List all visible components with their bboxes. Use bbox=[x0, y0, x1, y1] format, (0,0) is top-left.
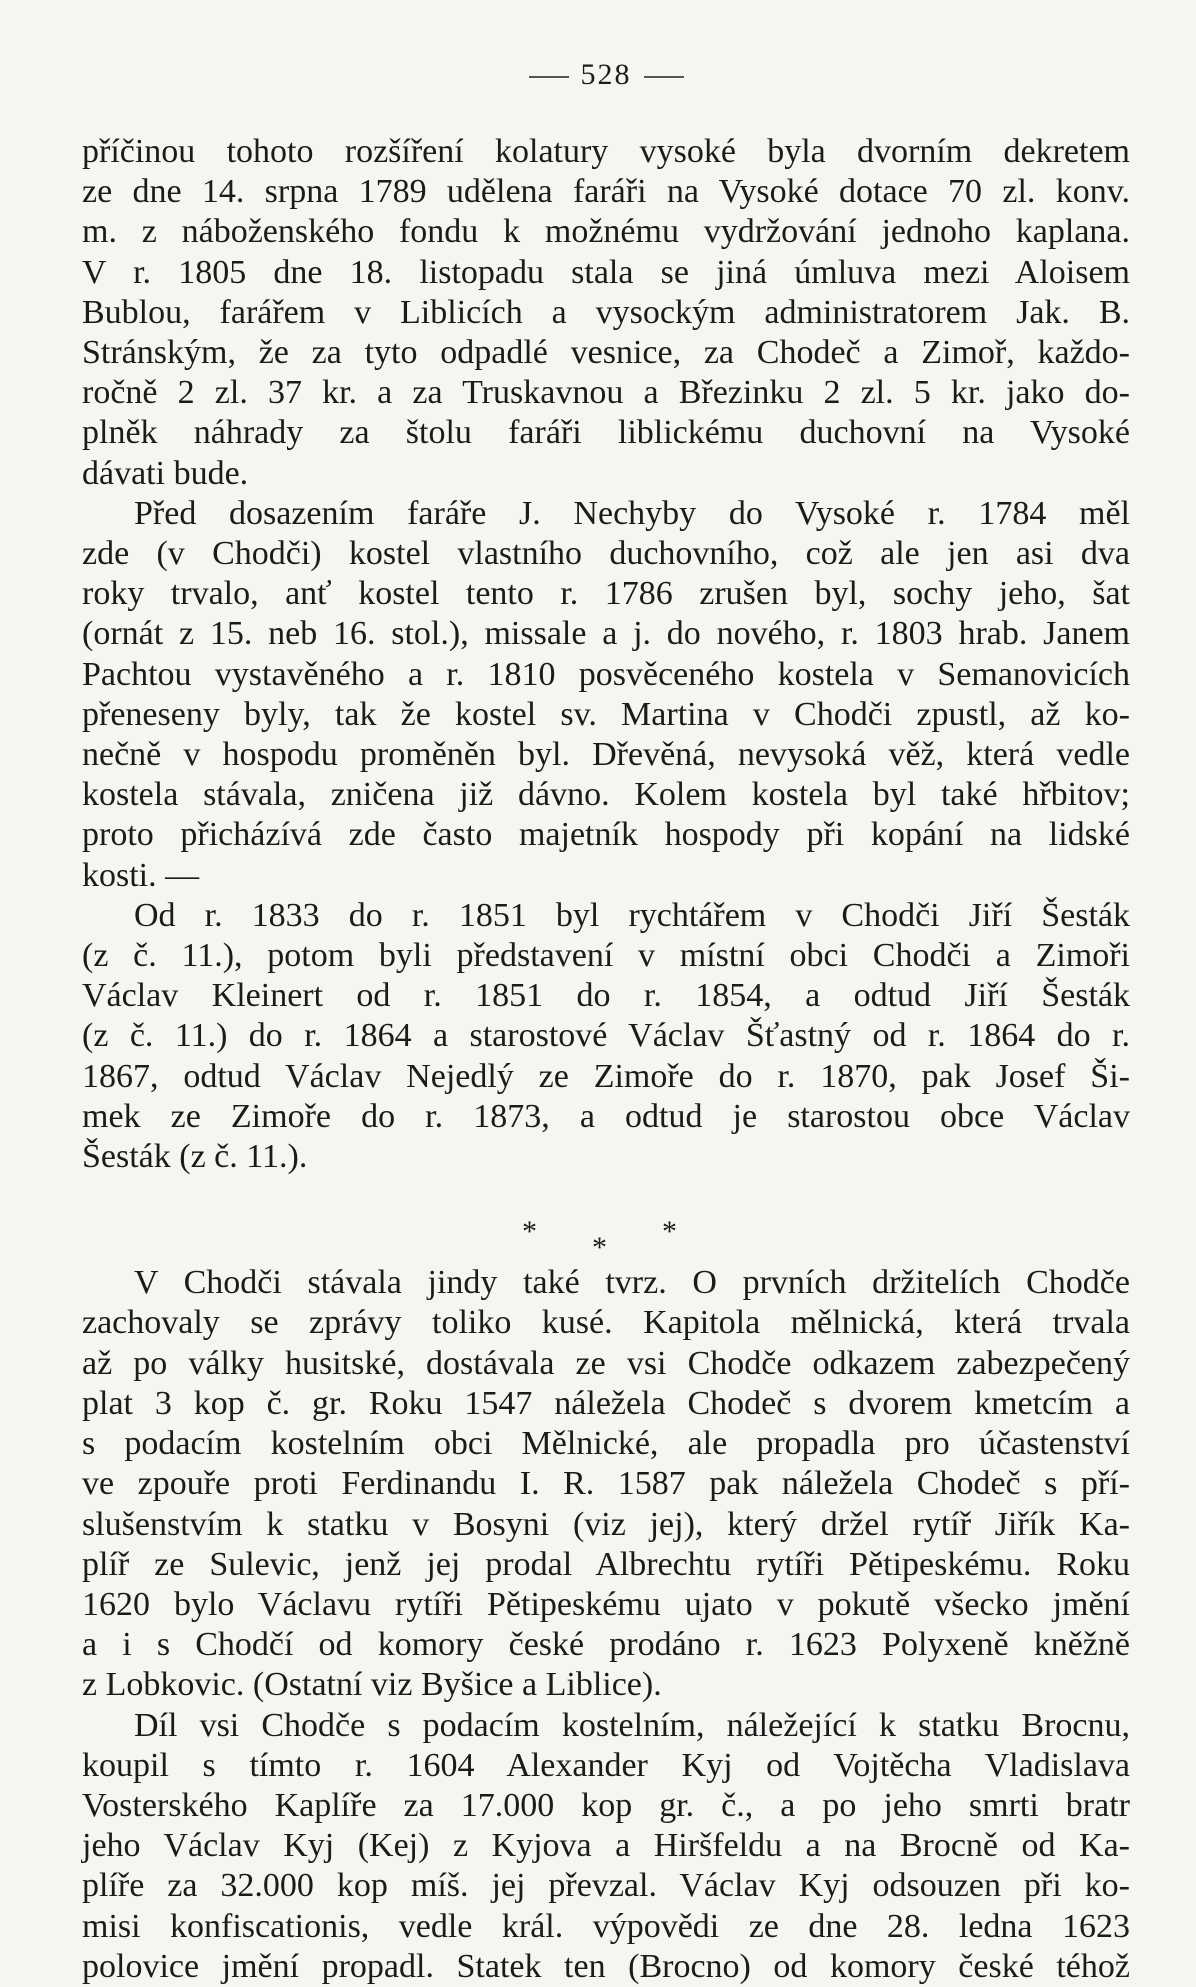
text-line: s podacím kostelním obci Mělnické, ale propadla pro účastenství bbox=[82, 1425, 1130, 1463]
text-line: plíř ze Sulevic, jenž jej prodal Albrechtu rytíři Pětipeskému. Roku bbox=[82, 1545, 1130, 1583]
text-line: a i s Chodčí od komory české prodáno r. 1623 Polyxeně kněžně bbox=[82, 1626, 1130, 1664]
text-line: Šesták (z č. 11.). bbox=[82, 1138, 308, 1176]
text-line: proto přicházívá zde často majetník hospody při kopání na lidské bbox=[82, 816, 1130, 854]
text-line: plíře za 32.000 kop míš. jej převzal. Václav Kyj odsouzen při ko- bbox=[82, 1867, 1130, 1905]
header-dash-right bbox=[644, 76, 684, 78]
text-line: ročně 2 zl. 37 kr. a za Truskavnou a Březinku 2 zl. 5 kr. jako do- bbox=[82, 374, 1130, 412]
page-number: 528 bbox=[580, 58, 632, 91]
text-line: plněk náhrady za štolu faráři liblickému duchovní na Vysoké bbox=[82, 414, 1130, 452]
text-line: polovice jmění propadl. Statek ten (Brocno) od komory české téhož bbox=[82, 1947, 1130, 1985]
text-line: přeneseny byly, tak že kostel sv. Martina v Chodči zpustl, až ko- bbox=[82, 695, 1130, 733]
text-line: kosti. — bbox=[82, 856, 200, 894]
text-line: Vosterského Kaplíře za 17.000 kop gr. č., a po jeho smrti bratr bbox=[82, 1786, 1130, 1824]
text-line: V Chodči stávala jindy také tvrz. O prvních držitelích Chodče bbox=[134, 1264, 1130, 1302]
text-line: 1867, odtud Václav Nejedlý ze Zimoře do r. 1870, pak Josef Ši- bbox=[82, 1057, 1130, 1095]
text-line: Díl vsi Chodče s podacím kostelním, náležející k statku Brocnu, bbox=[134, 1706, 1130, 1744]
text-line: příčinou tohoto rozšíření kolatury vysoké byla dvorním dekretem bbox=[82, 133, 1130, 170]
paragraph-4 bbox=[82, 1263, 1130, 1705]
text-line: Pachtou vystavěného a r. 1810 posvěceného kostela v Semanovicích bbox=[82, 655, 1130, 693]
text-line: jeho Václav Kyj (Kej) z Kyjova a Hiršfeldu a na Brocně od Ka- bbox=[82, 1827, 1130, 1865]
text-line: až po války husitské, dostávala ze vsi Chodče odkazem zabezpečený bbox=[82, 1344, 1130, 1382]
text-line: (z č. 11.) do r. 1864 a starostové Václav Šťastný od r. 1864 do r. bbox=[82, 1017, 1130, 1055]
text-line: ze dne 14. srpna 1789 udělena faráři na Vysoké dotace 70 zl. konv. bbox=[82, 173, 1130, 211]
text-line: (z č. 11.), potom byli představení v místní obci Chodči a Zimoři bbox=[82, 937, 1130, 975]
text-line: m. z náboženského fondu k možnému vydržování jednoho kaplana. bbox=[82, 213, 1130, 251]
text-line: Od r. 1833 do r. 1851 byl rychtářem v Chodči Jiří Šesták bbox=[134, 896, 1130, 934]
text-line: misi konfiscationis, vedle král. výpovědi ze dne 28. ledna 1623 bbox=[82, 1907, 1130, 1945]
text-line: Stránským, že za tyto odpadlé vesnice, za Chodeč a Zimoř, každo- bbox=[82, 334, 1130, 372]
text-line: koupil s tímto r. 1604 Alexander Kyj od Vojtěcha Vladislava bbox=[82, 1746, 1130, 1784]
text-line: zachovaly se zprávy toliko kusé. Kapitola mělnická, která trvala bbox=[82, 1304, 1130, 1342]
paragraph-3 bbox=[82, 896, 1130, 1177]
text-line: (ornát z 15. neb 16. stol.), missale a j. do nového, r. 1803 hrab. Janem bbox=[82, 615, 1130, 653]
paragraph-5 bbox=[82, 1706, 1130, 1987]
text-line: Před dosazením faráře J. Nechyby do Vysoké r. 1784 měl bbox=[134, 494, 1130, 532]
text-line: slušenstvím k statku v Bosyni (viz jej), který držel rytíř Jiřík Ka- bbox=[82, 1505, 1130, 1543]
text-line: nečně v hospodu proměněn byl. Dřevěná, nevysoká věž, která vedle bbox=[82, 736, 1130, 774]
text-line: z Lobkovic. (Ostatní viz Byšice a Liblice). bbox=[82, 1666, 662, 1704]
text-line: 1620 bylo Václavu rytíři Pětipeskému ujato v pokutě všecko jmění bbox=[82, 1585, 1130, 1623]
text-line: ve zpouře proti Ferdinandu I. R. 1587 pak náležela Chodeč s pří- bbox=[82, 1465, 1130, 1503]
separator-star: * bbox=[592, 1231, 607, 1265]
separator-star: * bbox=[522, 1215, 537, 1249]
text-line: V r. 1805 dne 18. listopadu stala se jiná úmluva mezi Aloisem bbox=[82, 253, 1130, 291]
text-line: dávati bude. bbox=[82, 454, 249, 492]
text-line: zde (v Chodči) kostel vlastního duchovního, což ale jen asi dva bbox=[82, 535, 1130, 573]
header-dash-left bbox=[529, 76, 569, 78]
paragraph-1 bbox=[82, 132, 1130, 494]
text-line: roky trvalo, anť kostel tento r. 1786 zrušen byl, sochy jeho, šat bbox=[82, 575, 1130, 613]
paragraph-2 bbox=[82, 494, 1130, 896]
text-line: kostela stávala, zničena již dávno. Kolem kostela byl také hřbitov; bbox=[82, 776, 1130, 814]
text-line: plat 3 kop č. gr. Roku 1547 náležela Chodeč s dvorem kmetcím a bbox=[82, 1384, 1130, 1422]
text-line: mek ze Zimoře do r. 1873, a odtud je starostou obce Václav bbox=[82, 1097, 1130, 1135]
separator-star: * bbox=[662, 1215, 677, 1249]
text-line: Bublou, farářem v Liblicích a vysockým administratorem Jak. B. bbox=[82, 293, 1130, 331]
text-line: Václav Kleinert od r. 1851 do r. 1854, a odtud Jiří Šesták bbox=[82, 977, 1130, 1015]
page-header bbox=[82, 58, 1130, 92]
section-separator bbox=[82, 1177, 1130, 1263]
